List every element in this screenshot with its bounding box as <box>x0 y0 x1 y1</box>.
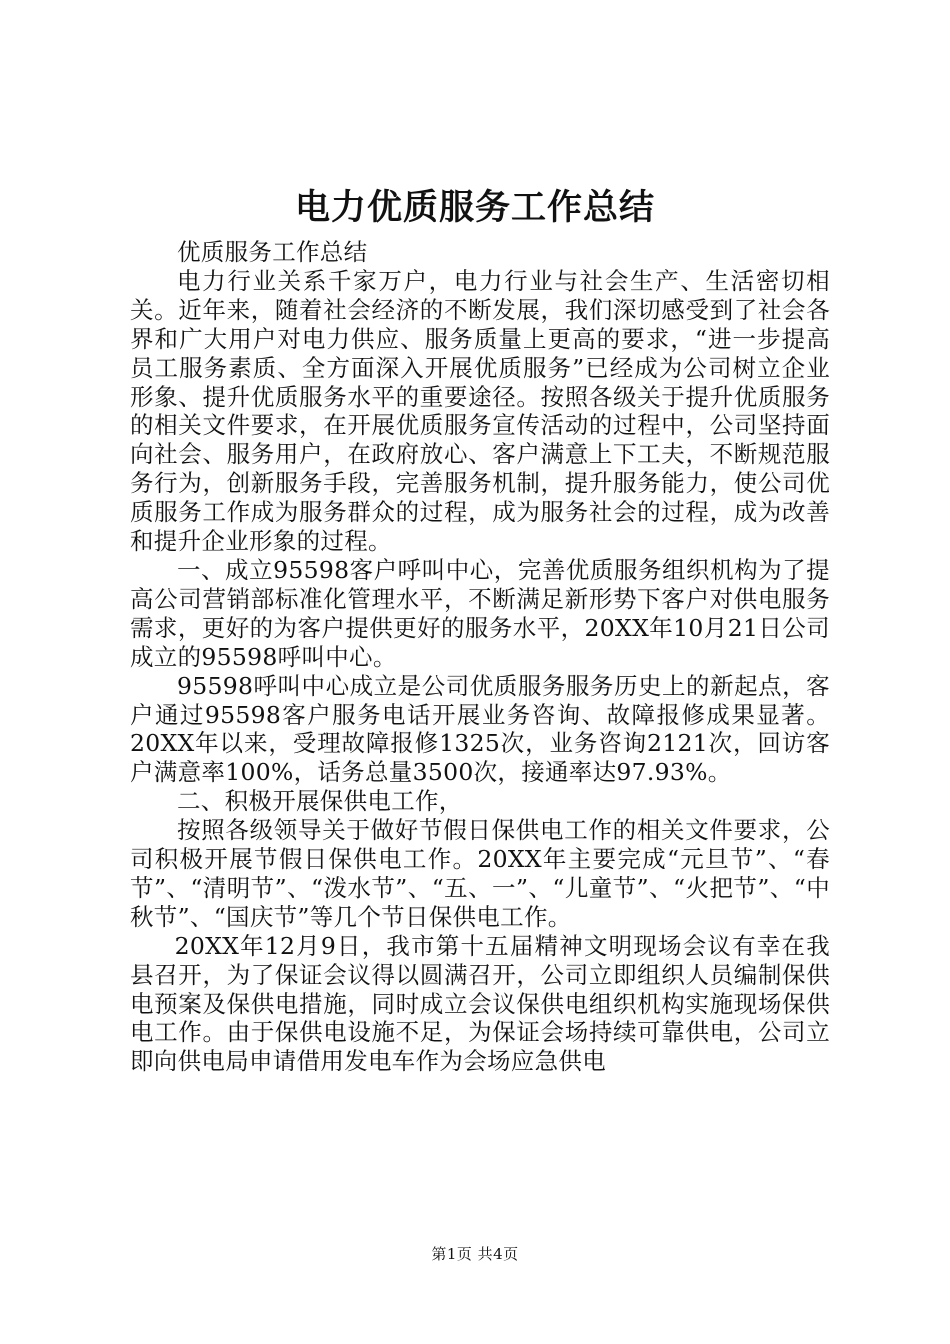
paragraph-holiday-power: 按照各级领导关于做好节假日保供电工作的相关文件要求，公司积极开展节假日保供电工作。20XX年主要完成“元旦节”、“春节”、“清明节”、“泼水节”、“五、一”、“儿童节”、“火把节”、“中秋节”、“国庆节”等几个节日保供电工作。 <box>130 816 830 931</box>
paragraph-intro: 电力行业关系千家万户，电力行业与社会生产、生活密切相关。近年来，随着社会经济的不断发展，我们深切感受到了社会各界和广大用户对电力供应、服务质量上更高的要求，“进一步提高员工服务素质、全方面深入开展优质服务”已经成为公司树立企业形象、提升优质服务水平的重要途径。按照各级关于提升优质服务的相关文件要求，在开展优质服务宣传活动的过程中，公司坚持面向社会、服务用户，在政府放心、客户满意上下工夫，不断规范服务行为，创新服务手段，完善服务机制，提升服务能力，使公司优质服务工作成为服务群众的过程，成为服务社会的过程，成为改善和提升企业形象的过程。 <box>130 266 830 556</box>
document-body <box>130 238 830 1076</box>
paragraph-section-one: 一、成立95598客户呼叫中心，完善优质服务组织机构为了提高公司营销部标准化管理水平，不断满足新形势下客户对供电服务需求，更好的为客户提供更好的服务水平，20XX年10月21日公司成立的95598呼叫中心。 <box>130 555 830 671</box>
paragraph-call-center: 95598呼叫中心成立是公司优质服务服务历史上的新起点，客户通过95598客户服务电话开展业务咨询、故障报修成果显著。20XX年以来，受理故障报修1325次，业务咨询2121次，回访客户满意率100%，话务总量3500次，接通率达97.93%。 <box>130 671 830 787</box>
page-number-footer: 第1页 共4页 <box>431 1245 519 1263</box>
document-title: 电力优质服务工作总结 <box>294 188 655 228</box>
paragraph-subtitle: 优质服务工作总结 <box>177 238 368 266</box>
paragraph-section-two-heading: 二、积极开展保供电工作， <box>177 787 463 816</box>
paragraph-conference-power: 20XX年12月9日，我市第十五届精神文明现场会议有幸在我县召开，为了保证会议得以圆满召开，公司立即组织人员编制保供电预案及保供电措施，同时成立会议保供电组织机构实施现场保供电工作。由于保供电设施不足，为保证会场持续可靠供电，公司立即向供电局申请借用发电车作为会场应急供电 <box>130 931 830 1076</box>
